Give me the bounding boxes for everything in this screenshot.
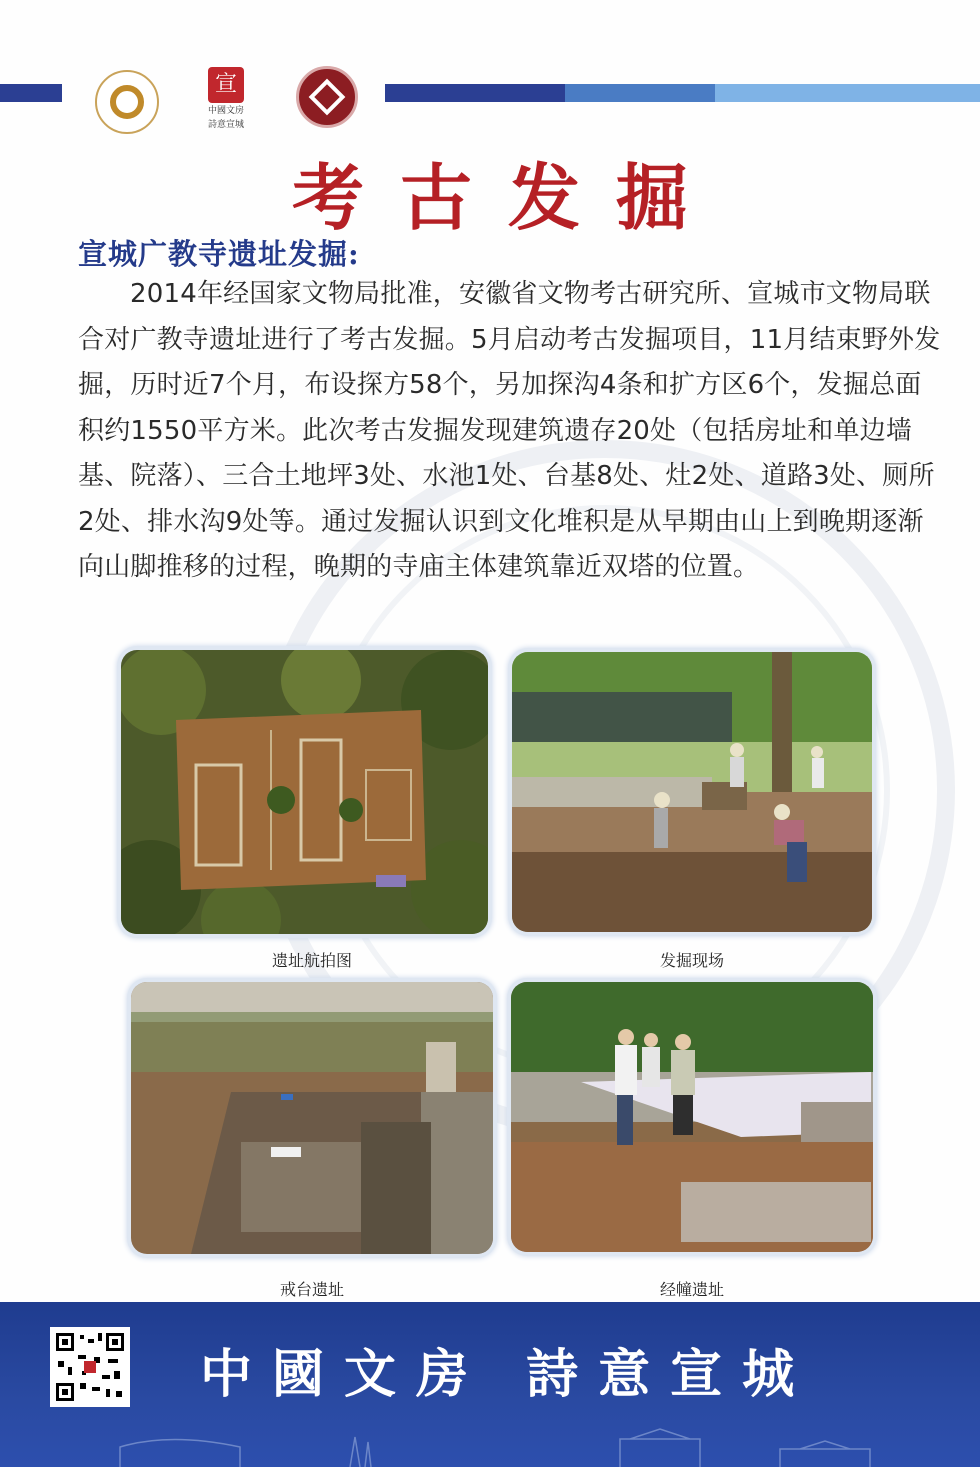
qr-pattern	[54, 1331, 126, 1403]
pillar-photo-illustration	[511, 982, 873, 1252]
top-bar-right-dark	[385, 84, 565, 102]
seal-caption-1: 中國文房	[207, 106, 244, 116]
section-subtitle: 宣城广教寺遗址发掘:	[78, 237, 360, 271]
aerial-photo-illustration	[121, 650, 488, 934]
platform-photo-illustration	[131, 982, 493, 1254]
top-bar-left	[0, 84, 62, 102]
photo-ordination-platform	[131, 982, 493, 1254]
photo-sutra-pillar	[511, 982, 873, 1252]
photo-caption-platform: 戒台遗址	[279, 1280, 344, 1299]
photo-aerial-view	[121, 650, 488, 934]
red-round-emblem-icon	[296, 66, 358, 128]
excavation-photo-illustration	[512, 652, 872, 932]
seal-caption-2: 詩意宣城	[207, 120, 244, 130]
top-bar-right-mid	[565, 84, 715, 102]
article-body: 2014年经国家文物局批准，安徽省文物考古研究所、宣城市文物局联合对广教寺遗址进行了考古发掘。5月启动考古发掘项目，11月结束野外发掘，历时近7个月，布设探方58个，另加探沟4条和扩方区6个，发掘总面积约1550平方米。此次考古发掘发现建筑遗存20处（包括房址和单边墙基、院落）、三合土地坪3处、水池1处、台基8处、灶2处、道路3处、厕所2处、排水沟9处等。通过发掘认识到文化堆积是从早期由山上到晚期逐渐向山脚推移的过程，晚期的寺庙主体建筑靠近双塔的位置。	[78, 279, 941, 582]
top-bar-right-light	[715, 84, 980, 102]
golden-ring-logo-icon	[95, 70, 159, 134]
photo-caption-pillar: 经幢遗址	[659, 1280, 724, 1299]
photo-caption-aerial: 遗址航拍图	[271, 951, 352, 970]
page-title: 考古发掘	[291, 155, 724, 240]
seal-char: 宣	[208, 67, 244, 103]
footer-banner	[0, 1302, 980, 1467]
qr-code-icon[interactable]	[50, 1327, 130, 1407]
footer-slogan: 中國文房 詩意宣城	[200, 1344, 815, 1405]
photo-caption-excavation: 发掘现场	[659, 951, 724, 970]
photo-excavation-site	[512, 652, 872, 932]
city-skyline-icon	[0, 1427, 980, 1467]
wenfang-seal-logo	[198, 64, 254, 134]
